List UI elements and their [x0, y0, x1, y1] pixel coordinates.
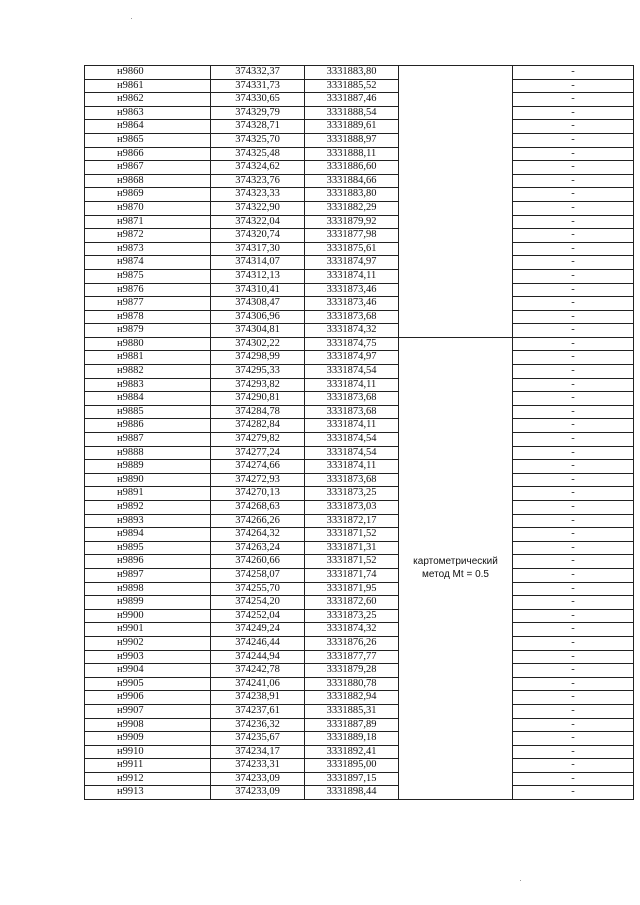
point-id-cell: н9886 — [85, 419, 211, 433]
note-cell: - — [513, 378, 634, 392]
point-id-cell: н9908 — [85, 718, 211, 732]
table-row — [85, 596, 634, 610]
point-id-cell: н9887 — [85, 433, 211, 447]
table-row — [85, 310, 634, 324]
note-cell: - — [513, 623, 634, 637]
y-coordinate-cell: 3331873,46 — [305, 297, 399, 311]
note-cell: - — [513, 229, 634, 243]
point-id-cell: н9911 — [85, 759, 211, 773]
table-row — [85, 133, 634, 147]
x-coordinate-cell: 374312,13 — [211, 269, 305, 283]
y-coordinate-cell: 3331898,44 — [305, 786, 399, 800]
point-id-cell: н9871 — [85, 215, 211, 229]
point-id-cell: н9896 — [85, 555, 211, 569]
table-row — [85, 759, 634, 773]
table-row — [85, 623, 634, 637]
x-coordinate-cell: 374242,78 — [211, 664, 305, 678]
note-cell: - — [513, 79, 634, 93]
note-cell: - — [513, 419, 634, 433]
y-coordinate-cell: 3331895,00 — [305, 759, 399, 773]
point-id-cell: н9865 — [85, 133, 211, 147]
note-cell: - — [513, 351, 634, 365]
x-coordinate-cell: 374331,73 — [211, 79, 305, 93]
point-id-cell: н9899 — [85, 596, 211, 610]
point-id-cell: н9869 — [85, 188, 211, 202]
y-coordinate-cell: 3331885,52 — [305, 79, 399, 93]
note-cell: - — [513, 596, 634, 610]
y-coordinate-cell: 3331874,11 — [305, 460, 399, 474]
point-id-cell: н9910 — [85, 745, 211, 759]
table-row — [85, 378, 634, 392]
table-row — [85, 351, 634, 365]
y-coordinate-cell: 3331874,11 — [305, 269, 399, 283]
x-coordinate-cell: 374237,61 — [211, 704, 305, 718]
note-cell: - — [513, 460, 634, 474]
table-row — [85, 677, 634, 691]
y-coordinate-cell: 3331877,77 — [305, 650, 399, 664]
point-id-cell: н9861 — [85, 79, 211, 93]
point-id-cell: н9885 — [85, 405, 211, 419]
note-cell: - — [513, 772, 634, 786]
note-cell: - — [513, 528, 634, 542]
method-label-line1: картометрический — [413, 556, 498, 568]
x-coordinate-cell: 374320,74 — [211, 229, 305, 243]
table-row — [85, 365, 634, 379]
point-id-cell: н9879 — [85, 324, 211, 338]
note-cell: - — [513, 161, 634, 175]
x-coordinate-cell: 374255,70 — [211, 582, 305, 596]
point-id-cell: н9882 — [85, 365, 211, 379]
y-coordinate-cell: 3331873,68 — [305, 405, 399, 419]
x-coordinate-cell: 374284,78 — [211, 405, 305, 419]
table-row — [85, 392, 634, 406]
y-coordinate-cell: 3331871,52 — [305, 528, 399, 542]
table-row — [85, 473, 634, 487]
note-cell: - — [513, 242, 634, 256]
y-coordinate-cell: 3331872,60 — [305, 596, 399, 610]
y-coordinate-cell: 3331882,94 — [305, 691, 399, 705]
table-row — [85, 297, 634, 311]
scan-speck — [131, 18, 132, 19]
point-id-cell: н9870 — [85, 201, 211, 215]
x-coordinate-cell: 374325,70 — [211, 133, 305, 147]
x-coordinate-cell: 374260,66 — [211, 555, 305, 569]
y-coordinate-cell: 3331874,11 — [305, 419, 399, 433]
table-row — [85, 745, 634, 759]
point-id-cell: н9893 — [85, 514, 211, 528]
scan-speck — [520, 880, 521, 881]
note-cell: - — [513, 487, 634, 501]
y-coordinate-cell: 3331889,18 — [305, 732, 399, 746]
x-coordinate-cell: 374233,31 — [211, 759, 305, 773]
point-id-cell: н9875 — [85, 269, 211, 283]
point-id-cell: н9913 — [85, 786, 211, 800]
table-row — [85, 161, 634, 175]
note-cell: - — [513, 745, 634, 759]
table-row — [85, 582, 634, 596]
point-id-cell: н9912 — [85, 772, 211, 786]
note-cell: - — [513, 201, 634, 215]
table-row — [85, 433, 634, 447]
x-coordinate-cell: 374241,06 — [211, 677, 305, 691]
coordinates-table-body — [85, 66, 634, 800]
note-cell: - — [513, 120, 634, 134]
table-row — [85, 147, 634, 161]
x-coordinate-cell: 374277,24 — [211, 446, 305, 460]
note-cell: - — [513, 704, 634, 718]
table-row — [85, 269, 634, 283]
y-coordinate-cell: 3331873,25 — [305, 609, 399, 623]
point-id-cell: н9864 — [85, 120, 211, 134]
y-coordinate-cell: 3331884,66 — [305, 174, 399, 188]
note-cell: - — [513, 514, 634, 528]
x-coordinate-cell: 374244,94 — [211, 650, 305, 664]
x-coordinate-cell: 374323,76 — [211, 174, 305, 188]
y-coordinate-cell: 3331889,61 — [305, 120, 399, 134]
x-coordinate-cell: 374290,81 — [211, 392, 305, 406]
point-id-cell: н9860 — [85, 66, 211, 80]
point-id-cell: н9878 — [85, 310, 211, 324]
x-coordinate-cell: 374272,93 — [211, 473, 305, 487]
table-row — [85, 405, 634, 419]
x-coordinate-cell: 374254,20 — [211, 596, 305, 610]
table-row — [85, 256, 634, 270]
table-row — [85, 229, 634, 243]
y-coordinate-cell: 3331874,97 — [305, 351, 399, 365]
point-id-cell: н9877 — [85, 297, 211, 311]
note-cell: - — [513, 691, 634, 705]
x-coordinate-cell: 374274,66 — [211, 460, 305, 474]
note-cell: - — [513, 337, 634, 351]
point-id-cell: н9901 — [85, 623, 211, 637]
table-row — [85, 460, 634, 474]
note-cell: - — [513, 269, 634, 283]
table-row — [85, 650, 634, 664]
point-id-cell: н9863 — [85, 106, 211, 120]
point-id-cell: н9862 — [85, 93, 211, 107]
y-coordinate-cell: 3331873,68 — [305, 473, 399, 487]
note-cell: - — [513, 93, 634, 107]
note-cell: - — [513, 664, 634, 678]
note-cell: - — [513, 786, 634, 800]
point-id-cell: н9872 — [85, 229, 211, 243]
table-row — [85, 174, 634, 188]
point-id-cell: н9898 — [85, 582, 211, 596]
y-coordinate-cell: 3331875,61 — [305, 242, 399, 256]
y-coordinate-cell: 3331874,11 — [305, 378, 399, 392]
point-id-cell: н9868 — [85, 174, 211, 188]
y-coordinate-cell: 3331871,52 — [305, 555, 399, 569]
x-coordinate-cell: 374282,84 — [211, 419, 305, 433]
y-coordinate-cell: 3331887,89 — [305, 718, 399, 732]
y-coordinate-cell: 3331888,97 — [305, 133, 399, 147]
y-coordinate-cell: 3331874,32 — [305, 623, 399, 637]
note-cell: - — [513, 310, 634, 324]
x-coordinate-cell: 374317,30 — [211, 242, 305, 256]
point-id-cell: н9907 — [85, 704, 211, 718]
y-coordinate-cell: 3331874,54 — [305, 365, 399, 379]
note-cell: - — [513, 324, 634, 338]
coordinates-table — [84, 65, 634, 800]
point-id-cell: н9909 — [85, 732, 211, 746]
point-id-cell: н9904 — [85, 664, 211, 678]
method-cell — [399, 337, 513, 799]
x-coordinate-cell: 374306,96 — [211, 310, 305, 324]
table-row — [85, 188, 634, 202]
y-coordinate-cell: 3331888,54 — [305, 106, 399, 120]
y-coordinate-cell: 3331871,95 — [305, 582, 399, 596]
point-id-cell: н9892 — [85, 501, 211, 515]
point-id-cell: н9881 — [85, 351, 211, 365]
table-row — [85, 79, 634, 93]
x-coordinate-cell: 374325,48 — [211, 147, 305, 161]
x-coordinate-cell: 374314,07 — [211, 256, 305, 270]
table-row — [85, 541, 634, 555]
x-coordinate-cell: 374310,41 — [211, 283, 305, 297]
y-coordinate-cell: 3331873,46 — [305, 283, 399, 297]
y-coordinate-cell: 3331874,54 — [305, 446, 399, 460]
table-row — [85, 324, 634, 338]
y-coordinate-cell: 3331874,97 — [305, 256, 399, 270]
table-row — [85, 555, 634, 569]
point-id-cell: н9880 — [85, 337, 211, 351]
note-cell: - — [513, 256, 634, 270]
table-row — [85, 718, 634, 732]
table-row — [85, 242, 634, 256]
table-row — [85, 419, 634, 433]
table-row — [85, 636, 634, 650]
x-coordinate-cell: 374238,91 — [211, 691, 305, 705]
y-coordinate-cell: 3331887,46 — [305, 93, 399, 107]
x-coordinate-cell: 374323,33 — [211, 188, 305, 202]
note-cell: - — [513, 297, 634, 311]
x-coordinate-cell: 374308,47 — [211, 297, 305, 311]
x-coordinate-cell: 374298,99 — [211, 351, 305, 365]
table-row — [85, 501, 634, 515]
table-row — [85, 337, 634, 351]
note-cell: - — [513, 732, 634, 746]
y-coordinate-cell: 3331876,26 — [305, 636, 399, 650]
x-coordinate-cell: 374322,04 — [211, 215, 305, 229]
x-coordinate-cell: 374329,79 — [211, 106, 305, 120]
table-row — [85, 93, 634, 107]
x-coordinate-cell: 374246,44 — [211, 636, 305, 650]
x-coordinate-cell: 374279,82 — [211, 433, 305, 447]
point-id-cell: н9906 — [85, 691, 211, 705]
x-coordinate-cell: 374258,07 — [211, 568, 305, 582]
point-id-cell: н9905 — [85, 677, 211, 691]
y-coordinate-cell: 3331886,60 — [305, 161, 399, 175]
y-coordinate-cell: 3331874,32 — [305, 324, 399, 338]
x-coordinate-cell: 374235,67 — [211, 732, 305, 746]
y-coordinate-cell: 3331892,41 — [305, 745, 399, 759]
point-id-cell: н9866 — [85, 147, 211, 161]
note-cell: - — [513, 147, 634, 161]
table-row — [85, 514, 634, 528]
x-coordinate-cell: 374302,22 — [211, 337, 305, 351]
note-cell: - — [513, 582, 634, 596]
y-coordinate-cell: 3331883,80 — [305, 66, 399, 80]
x-coordinate-cell: 374249,24 — [211, 623, 305, 637]
table-row — [85, 704, 634, 718]
x-coordinate-cell: 374270,13 — [211, 487, 305, 501]
table-row — [85, 120, 634, 134]
table-row — [85, 66, 634, 80]
y-coordinate-cell: 3331872,17 — [305, 514, 399, 528]
y-coordinate-cell: 3331885,31 — [305, 704, 399, 718]
table-row — [85, 215, 634, 229]
y-coordinate-cell: 3331888,11 — [305, 147, 399, 161]
point-id-cell: н9903 — [85, 650, 211, 664]
x-coordinate-cell: 374252,04 — [211, 609, 305, 623]
table-row — [85, 732, 634, 746]
y-coordinate-cell: 3331874,75 — [305, 337, 399, 351]
x-coordinate-cell: 374236,32 — [211, 718, 305, 732]
note-cell: - — [513, 365, 634, 379]
note-cell: - — [513, 392, 634, 406]
y-coordinate-cell: 3331877,98 — [305, 229, 399, 243]
note-cell: - — [513, 215, 634, 229]
point-id-cell: н9867 — [85, 161, 211, 175]
y-coordinate-cell: 3331882,29 — [305, 201, 399, 215]
note-cell: - — [513, 283, 634, 297]
x-coordinate-cell: 374295,33 — [211, 365, 305, 379]
y-coordinate-cell: 3331874,54 — [305, 433, 399, 447]
x-coordinate-cell: 374304,81 — [211, 324, 305, 338]
x-coordinate-cell: 374233,09 — [211, 786, 305, 800]
y-coordinate-cell: 3331873,25 — [305, 487, 399, 501]
x-coordinate-cell: 374234,17 — [211, 745, 305, 759]
note-cell: - — [513, 568, 634, 582]
note-cell: - — [513, 405, 634, 419]
point-id-cell: н9891 — [85, 487, 211, 501]
table-row — [85, 772, 634, 786]
note-cell: - — [513, 106, 634, 120]
point-id-cell: н9895 — [85, 541, 211, 555]
table-row — [85, 664, 634, 678]
x-coordinate-cell: 374263,24 — [211, 541, 305, 555]
table-row — [85, 786, 634, 800]
point-id-cell: н9889 — [85, 460, 211, 474]
y-coordinate-cell: 3331871,74 — [305, 568, 399, 582]
y-coordinate-cell: 3331871,31 — [305, 541, 399, 555]
note-cell: - — [513, 174, 634, 188]
x-coordinate-cell: 374264,32 — [211, 528, 305, 542]
point-id-cell: н9890 — [85, 473, 211, 487]
point-id-cell: н9873 — [85, 242, 211, 256]
note-cell: - — [513, 609, 634, 623]
table-row — [85, 487, 634, 501]
y-coordinate-cell: 3331879,28 — [305, 664, 399, 678]
x-coordinate-cell: 374322,90 — [211, 201, 305, 215]
method-cell-empty — [399, 66, 513, 338]
point-id-cell: н9884 — [85, 392, 211, 406]
note-cell: - — [513, 677, 634, 691]
table-row — [85, 446, 634, 460]
x-coordinate-cell: 374293,82 — [211, 378, 305, 392]
x-coordinate-cell: 374324,62 — [211, 161, 305, 175]
note-cell: - — [513, 541, 634, 555]
note-cell: - — [513, 446, 634, 460]
note-cell: - — [513, 759, 634, 773]
note-cell: - — [513, 718, 634, 732]
note-cell: - — [513, 188, 634, 202]
x-coordinate-cell: 374330,65 — [211, 93, 305, 107]
table-row — [85, 609, 634, 623]
y-coordinate-cell: 3331873,03 — [305, 501, 399, 515]
note-cell: - — [513, 66, 634, 80]
y-coordinate-cell: 3331873,68 — [305, 310, 399, 324]
note-cell: - — [513, 650, 634, 664]
note-cell: - — [513, 473, 634, 487]
y-coordinate-cell: 3331880,78 — [305, 677, 399, 691]
note-cell: - — [513, 501, 634, 515]
point-id-cell: н9894 — [85, 528, 211, 542]
y-coordinate-cell: 3331879,92 — [305, 215, 399, 229]
point-id-cell: н9876 — [85, 283, 211, 297]
point-id-cell: н9902 — [85, 636, 211, 650]
table-row — [85, 106, 634, 120]
x-coordinate-cell: 374233,09 — [211, 772, 305, 786]
point-id-cell: н9897 — [85, 568, 211, 582]
table-row — [85, 528, 634, 542]
note-cell: - — [513, 433, 634, 447]
y-coordinate-cell: 3331883,80 — [305, 188, 399, 202]
point-id-cell: н9888 — [85, 446, 211, 460]
point-id-cell: н9883 — [85, 378, 211, 392]
note-cell: - — [513, 133, 634, 147]
table-row — [85, 691, 634, 705]
table-row — [85, 568, 634, 582]
point-id-cell: н9874 — [85, 256, 211, 270]
note-cell: - — [513, 555, 634, 569]
y-coordinate-cell: 3331897,15 — [305, 772, 399, 786]
method-label-line2: метод Mt = 0.5 — [422, 569, 489, 581]
x-coordinate-cell: 374266,26 — [211, 514, 305, 528]
table-row — [85, 201, 634, 215]
x-coordinate-cell: 374332,37 — [211, 66, 305, 80]
point-id-cell: н9900 — [85, 609, 211, 623]
table-row — [85, 283, 634, 297]
x-coordinate-cell: 374328,71 — [211, 120, 305, 134]
x-coordinate-cell: 374268,63 — [211, 501, 305, 515]
note-cell: - — [513, 636, 634, 650]
y-coordinate-cell: 3331873,68 — [305, 392, 399, 406]
